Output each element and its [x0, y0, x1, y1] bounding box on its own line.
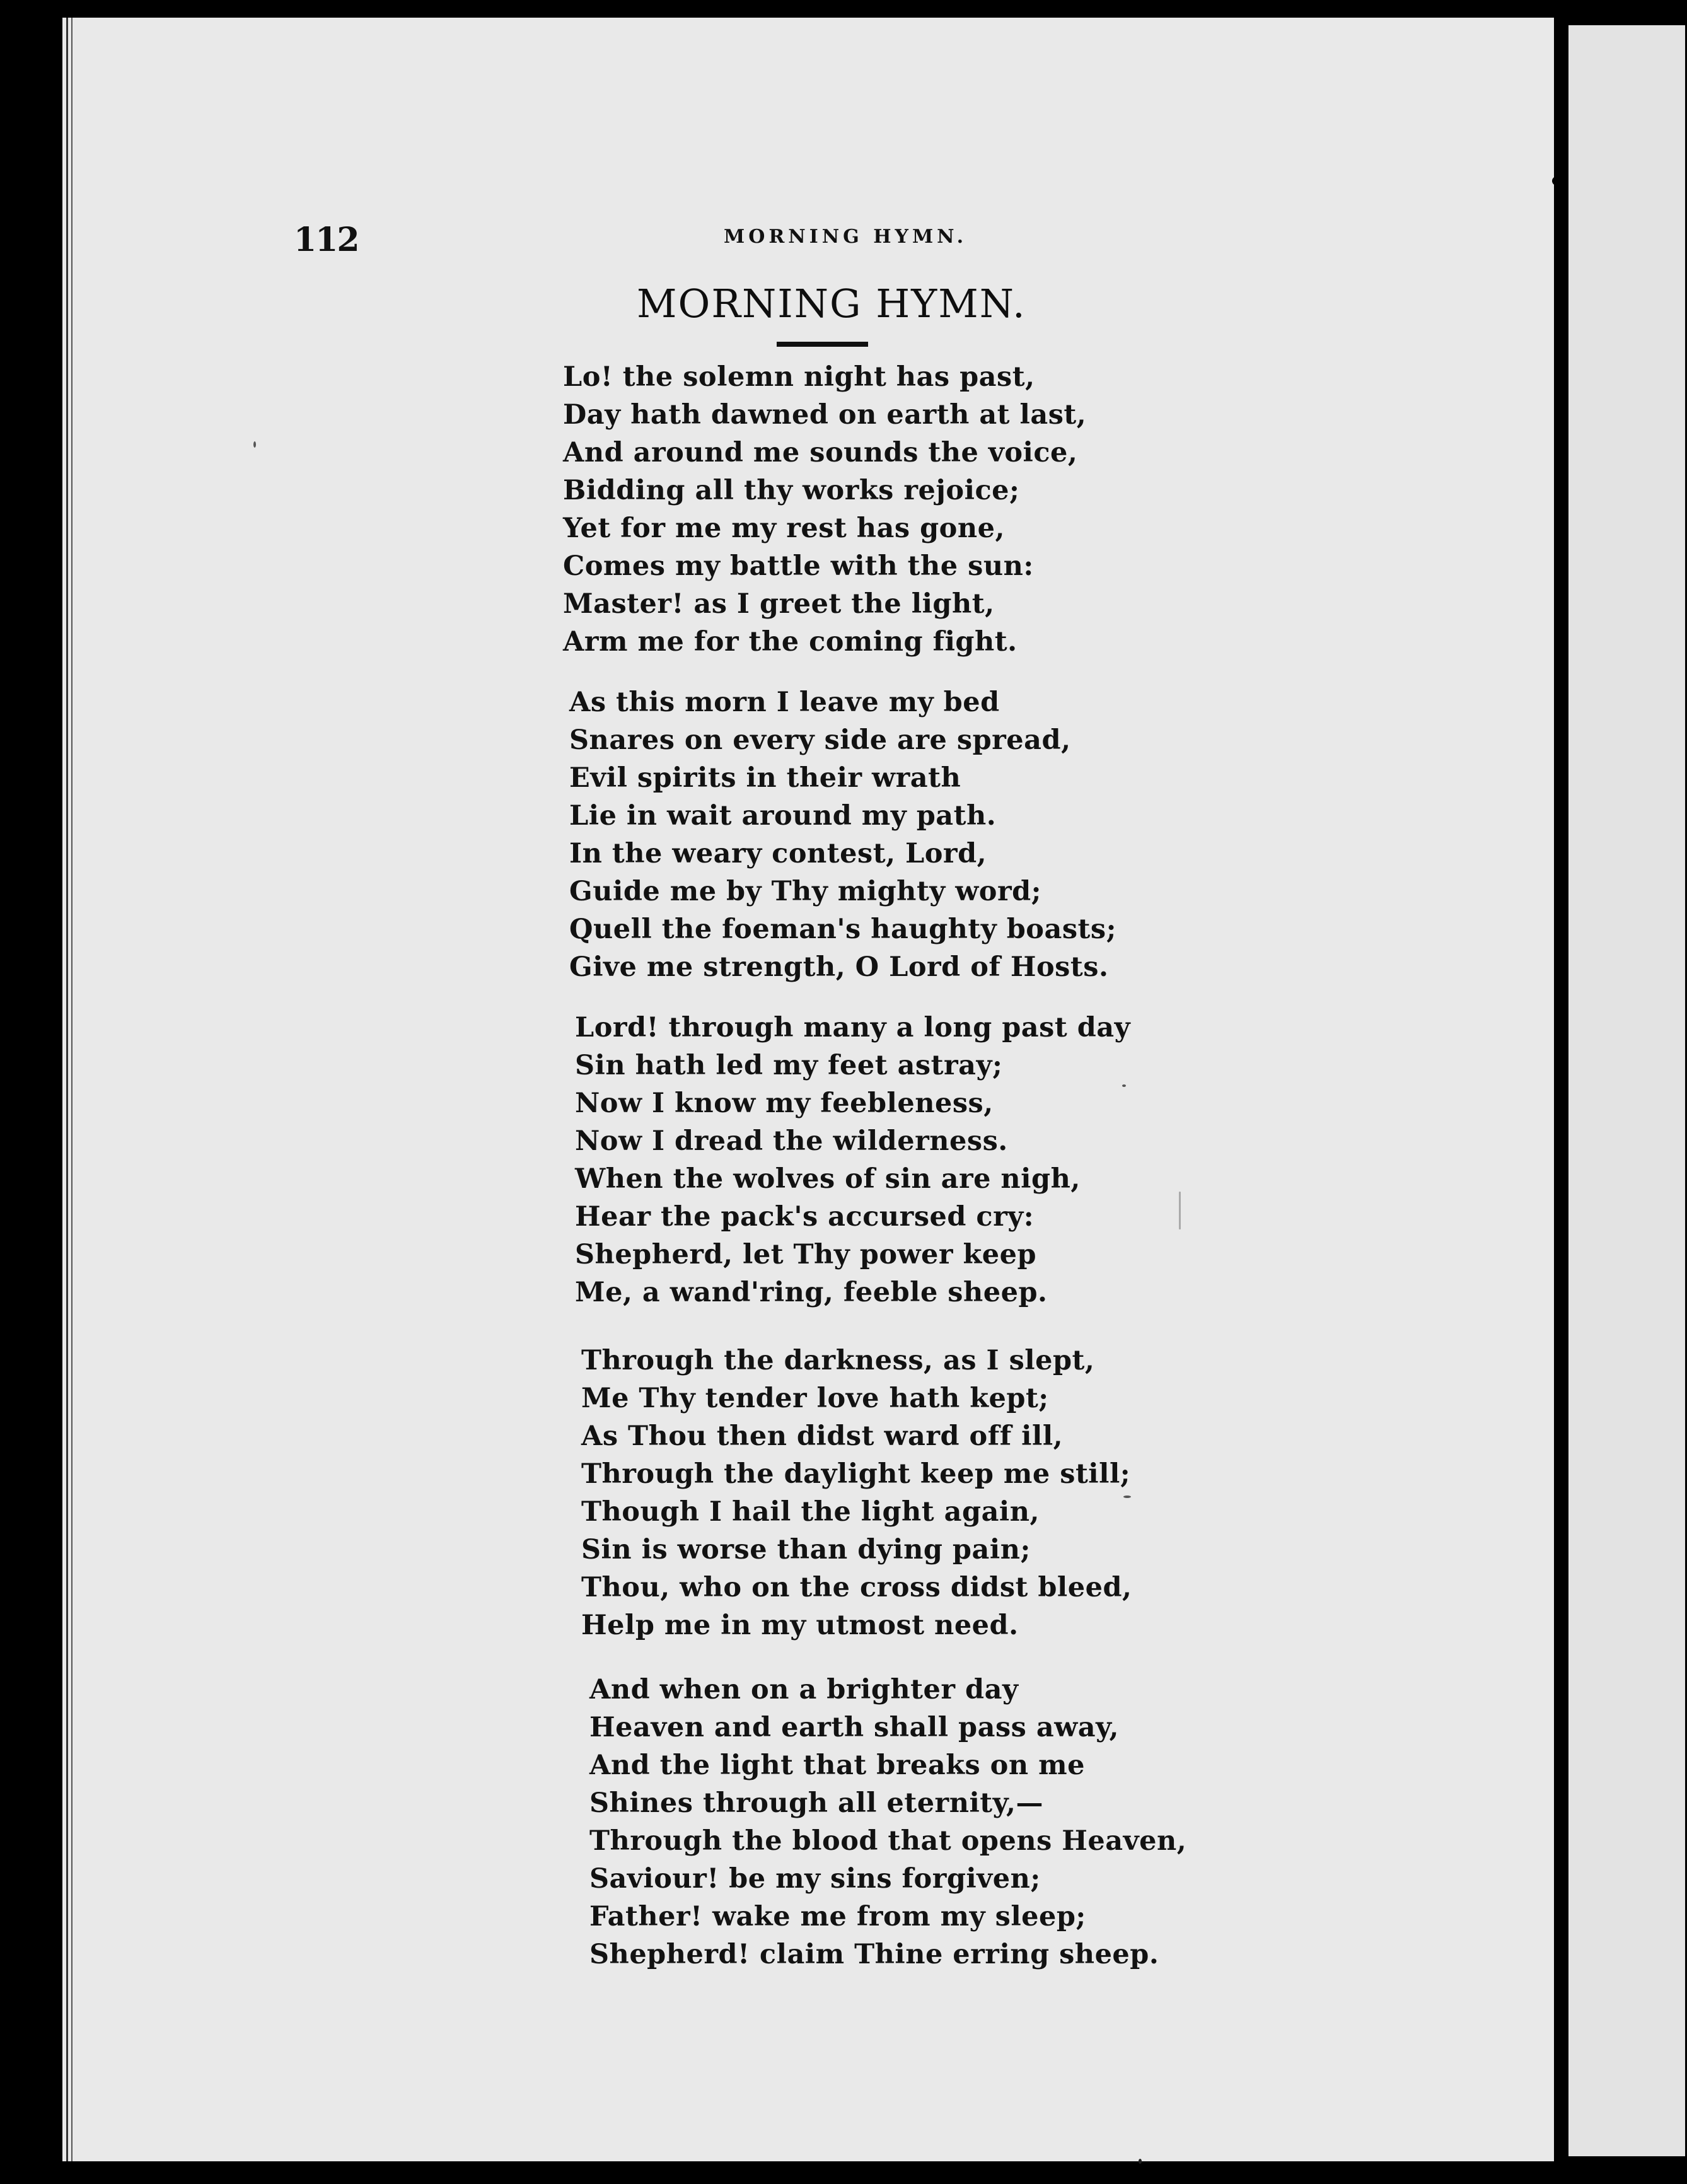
verse-line: Bidding all thy works rejoice;	[563, 475, 1020, 506]
verse-line: Yet for me my rest has gone,	[563, 513, 1005, 544]
print-speck	[253, 441, 256, 448]
verse-line: Comes my battle with the sun:	[563, 550, 1034, 582]
print-speck	[1122, 1084, 1126, 1087]
page-number: 112	[294, 221, 359, 259]
verse-line: Shines through all eternity,—	[589, 1787, 1044, 1819]
verse-line: Evil spirits in their wrath	[569, 762, 961, 794]
verse-line: When the wolves of sin are nigh,	[575, 1163, 1081, 1195]
poem-title: MORNING HYMN.	[637, 281, 1026, 327]
print-speck	[1139, 2159, 1142, 2164]
verse-line: As Thou then didst ward off ill,	[581, 1420, 1064, 1452]
facing-page-edge	[1568, 25, 1685, 2156]
verse-line: Arm me for the coming fight.	[563, 626, 1017, 658]
stanza	[575, 1009, 1205, 1311]
verse-line: And when on a brighter day	[589, 1674, 1019, 1705]
print-speck	[1123, 1496, 1131, 1498]
verse-line: And the light that breaks on me	[589, 1750, 1085, 1781]
verse-line: Lo! the solemn night has past,	[563, 361, 1035, 393]
verse-line: Through the darkness, as I slept,	[581, 1345, 1095, 1376]
verse-line: Hear the pack's accursed cry:	[575, 1201, 1035, 1233]
title-rule	[777, 342, 868, 347]
verse-line: Snares on every side are spread,	[569, 724, 1071, 756]
verse-line: Though I hail the light again,	[581, 1496, 1040, 1528]
verse-line: Give me strength, O Lord of Hosts.	[569, 951, 1109, 983]
verse-line: Me Thy tender love hath kept;	[581, 1383, 1049, 1414]
verse-line: Thou, who on the cross didst bleed,	[581, 1572, 1132, 1603]
verse-line: As this morn I leave my bed	[569, 687, 1000, 718]
running-head: MORNING HYMN.	[724, 226, 968, 248]
verse-line: Through the blood that opens Heaven,	[589, 1825, 1187, 1857]
verse-line: Sin hath led my feet astray;	[575, 1050, 1003, 1081]
verse-line: Sin is worse than dying pain;	[581, 1534, 1031, 1565]
verse-line: Now I dread the wilderness.	[575, 1125, 1008, 1157]
verse-line: Lie in wait around my path.	[569, 800, 997, 832]
verse-line: Now I know my feebleness,	[575, 1088, 994, 1119]
verse-line: Guide me by Thy mighty word;	[569, 876, 1042, 907]
verse-line: Shepherd, let Thy power keep	[575, 1239, 1037, 1270]
stanza	[589, 1671, 1220, 1973]
stanza	[569, 683, 1200, 986]
page-edge-line	[60, 18, 62, 2161]
verse-line: Saviour! be my sins forgiven;	[589, 1863, 1041, 1895]
binding-shadow	[1554, 0, 1568, 2184]
verse-line: Lord! through many a long past day	[575, 1012, 1131, 1043]
verse-line: Help me in my utmost need.	[581, 1610, 1019, 1641]
verse-line: Day hath dawned on earth at last,	[563, 399, 1087, 431]
verse-line: Me, a wand'ring, feeble sheep.	[575, 1277, 1048, 1308]
verse-line: Quell the foeman's haughty boasts;	[569, 914, 1116, 945]
verse-line: Master! as I greet the light,	[563, 588, 995, 620]
print-speck	[1552, 177, 1561, 185]
verse-line: In the weary contest, Lord,	[569, 838, 987, 869]
verse-line: Through the daylight keep me still;	[581, 1458, 1131, 1490]
verse-line: Shepherd! claim Thine erring sheep.	[589, 1939, 1159, 1970]
stanza	[581, 1342, 1212, 1644]
page-edge-line	[66, 18, 68, 2161]
print-speck	[1179, 1192, 1181, 1229]
page-edge-line	[71, 18, 72, 2161]
stanza	[563, 358, 1193, 661]
verse-line: Father! wake me from my sleep;	[589, 1901, 1086, 1932]
verse-line: Heaven and earth shall pass away,	[589, 1712, 1119, 1743]
verse-line: And around me sounds the voice,	[563, 437, 1078, 468]
